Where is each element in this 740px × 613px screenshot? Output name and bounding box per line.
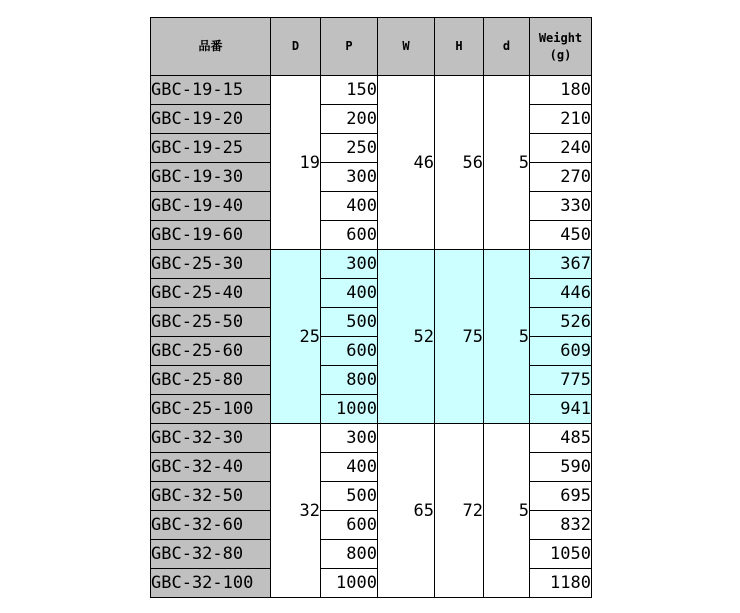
P-cell: 500 — [321, 308, 378, 337]
weight-cell: 941 — [530, 395, 592, 424]
weight-cell: 180 — [530, 76, 592, 105]
table-row — [151, 424, 592, 453]
header-weight — [530, 18, 592, 76]
P-cell: 800 — [321, 540, 378, 569]
P-cell: 500 — [321, 482, 378, 511]
weight-cell: 485 — [530, 424, 592, 453]
weight-cell: 775 — [530, 366, 592, 395]
header-W: W — [378, 18, 435, 76]
D-cell: 25 — [271, 250, 321, 424]
header-row — [151, 18, 592, 76]
d-cell: 5 — [484, 250, 530, 424]
part-number-cell: GBC-25-100 — [151, 395, 271, 424]
header-d: d — [484, 18, 530, 76]
part-number-cell: GBC-19-30 — [151, 163, 271, 192]
spec-table — [150, 17, 592, 598]
weight-cell: 210 — [530, 105, 592, 134]
W-cell: 46 — [378, 76, 435, 250]
table-body — [151, 76, 592, 598]
weight-cell: 330 — [530, 192, 592, 221]
P-cell: 150 — [321, 76, 378, 105]
H-cell: 75 — [435, 250, 484, 424]
part-number-cell: GBC-25-50 — [151, 308, 271, 337]
header-H: H — [435, 18, 484, 76]
part-number-cell: GBC-19-20 — [151, 105, 271, 134]
P-cell: 300 — [321, 250, 378, 279]
header-weight-label: Weight — [538, 30, 583, 45]
P-cell: 1000 — [321, 569, 378, 598]
header-weight-unit: (g) — [549, 47, 572, 62]
weight-cell: 695 — [530, 482, 592, 511]
P-cell: 600 — [321, 511, 378, 540]
part-number-cell: GBC-19-60 — [151, 221, 271, 250]
part-number-cell: GBC-32-40 — [151, 453, 271, 482]
table-row — [151, 250, 592, 279]
d-cell: 5 — [484, 76, 530, 250]
D-cell: 32 — [271, 424, 321, 598]
P-cell: 300 — [321, 424, 378, 453]
weight-cell: 270 — [530, 163, 592, 192]
weight-cell: 609 — [530, 337, 592, 366]
header-D: D — [271, 18, 321, 76]
weight-cell: 446 — [530, 279, 592, 308]
P-cell: 1000 — [321, 395, 378, 424]
D-cell: 19 — [271, 76, 321, 250]
H-cell: 72 — [435, 424, 484, 598]
P-cell: 250 — [321, 134, 378, 163]
part-number-cell: GBC-32-50 — [151, 482, 271, 511]
weight-cell: 526 — [530, 308, 592, 337]
part-number-cell: GBC-25-40 — [151, 279, 271, 308]
part-number-cell: GBC-25-80 — [151, 366, 271, 395]
weight-cell: 450 — [530, 221, 592, 250]
part-number-cell: GBC-25-30 — [151, 250, 271, 279]
weight-cell: 590 — [530, 453, 592, 482]
header-P: P — [321, 18, 378, 76]
P-cell: 200 — [321, 105, 378, 134]
part-number-cell: GBC-32-80 — [151, 540, 271, 569]
part-number-cell: GBC-19-15 — [151, 76, 271, 105]
weight-cell: 832 — [530, 511, 592, 540]
P-cell: 400 — [321, 453, 378, 482]
table-row — [151, 76, 592, 105]
weight-cell: 367 — [530, 250, 592, 279]
P-cell: 600 — [321, 221, 378, 250]
P-cell: 600 — [321, 337, 378, 366]
W-cell: 65 — [378, 424, 435, 598]
header-part-no: 品番 — [151, 18, 271, 76]
P-cell: 300 — [321, 163, 378, 192]
P-cell: 400 — [321, 192, 378, 221]
part-number-cell: GBC-32-100 — [151, 569, 271, 598]
W-cell: 52 — [378, 250, 435, 424]
weight-cell: 240 — [530, 134, 592, 163]
P-cell: 800 — [321, 366, 378, 395]
H-cell: 56 — [435, 76, 484, 250]
P-cell: 400 — [321, 279, 378, 308]
part-number-cell: GBC-25-60 — [151, 337, 271, 366]
weight-cell: 1050 — [530, 540, 592, 569]
part-number-cell: GBC-19-25 — [151, 134, 271, 163]
weight-cell: 1180 — [530, 569, 592, 598]
part-number-cell: GBC-32-60 — [151, 511, 271, 540]
part-number-cell: GBC-19-40 — [151, 192, 271, 221]
d-cell: 5 — [484, 424, 530, 598]
part-number-cell: GBC-32-30 — [151, 424, 271, 453]
